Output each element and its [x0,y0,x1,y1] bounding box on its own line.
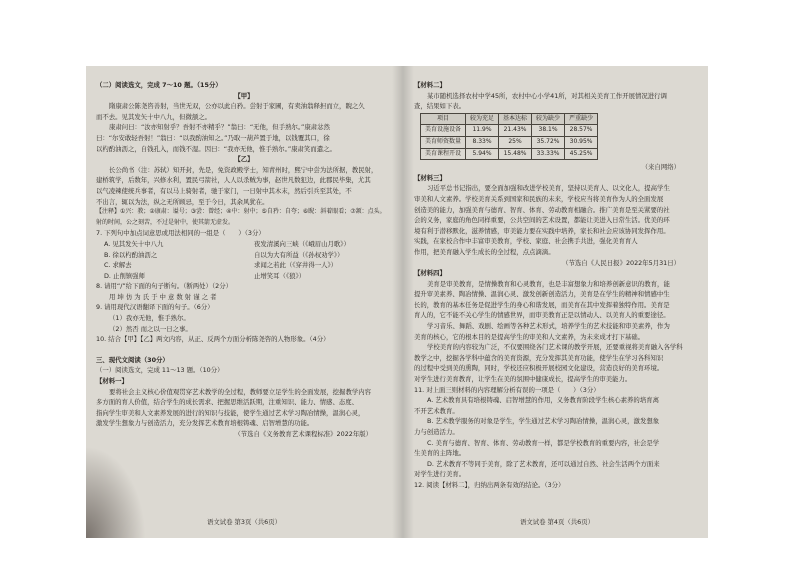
question-11: 11. 对上面三则材料的内容理解分析有误的一项是（ ）（3分） [414,385,600,394]
table-header: 项目 [421,113,466,125]
exam-sheet [86,66,708,538]
material-1-source: （节选自《义务教育艺术课程标准》2022年版） [234,430,372,438]
question-7: 7. 下列句中加点词意思或用法相同的一组是（ ）（3分） [96,229,265,238]
yi-line: 建桥筑学，后数年，兴修水利，置民弓箭社，人人以杀贼为事，赵世凡数犯边，此郡民毕集，尤其 [96,176,371,185]
material-3-line: 审美和人文素养。学校美育关系到国家和民族的未来，学校应当将美育作为人的全面发展 [414,194,664,203]
material-2-line: 某市随机选择农村中学45所，农村中心小学41所，对其相关美育工作开展情况进行调 [427,91,667,100]
table-cell: 25% [499,136,532,148]
q11-option: B. 艺术教学服务的对象是学生，学生通过艺术学习陶冶情操，温润心灵，激发想象 [427,417,660,426]
yi-label: 【乙】 [234,155,254,164]
table-header: 基本达标 [499,113,532,125]
table-cell: 35.72% [532,136,565,148]
sub-heading: （一）阅读选文，完成 11～13 题。（10分） [96,366,224,375]
q11-option: 对学生进行美育。 [414,470,466,479]
material-1-line: 指向学生审美和人文素养发展的进行的知识与技能，使学生通过艺术学习陶冶情操，温润心灵， [96,408,365,417]
material-1-label: 【材料一】 [96,377,128,386]
material-4-line: 的过程中受到美的熏陶，同时，学校还应积极开展校园文化建设，营造良好的美育环境。 [414,364,664,373]
material-3-label: 【材料三】 [414,173,446,182]
q9-item: （1）我亦无他，惟手熟尔。 [109,314,190,323]
table-cell: 15.48% [499,148,532,160]
q8-sentence: 用 坤 仿 为 氏 于 中 意 数 射 谨 之 者 [109,292,217,301]
q9-item: （2）然否 而之以一日之事。 [109,324,192,333]
section-heading: 三、现代文阅读（30分） [96,355,169,364]
table-cell: 美育师资数量 [421,136,466,148]
yi-line: 长公尚书（注：苏轼）知开封，先是，免资政殿学士，知青州时，熙宁中尝为法所据，教民射， [109,165,378,174]
q11-option: A. 艺术教育具有培根铸魂、启智增慧的作用，义务教育阶段学生核心素养的培育离 [427,396,659,405]
survey-table [420,113,598,160]
yi-line: 以气凌辣使统兵事者，有以马上骑射者，驰于家门，一日射中其木末，然后引兵至其处，不 [96,186,352,195]
question-8: 8. 请用“/”给下面的句子断句。（断两处）（2分） [96,282,232,291]
table-row [421,136,598,148]
page-footer: 语文试卷 第4页（共6页） [519,518,595,527]
material-4-line: 对学生进行美育教育，让学生在美的氛围中健康成长，提高学生的审美能力。 [414,375,632,384]
table-cell: 38.1% [532,125,565,137]
material-2-line: 查，结果如下表。 [414,102,466,111]
annotation-note: 【注释】①兴：教；②康肃：谥号；③尝：曾经；④中：射中；⑤自矜：自夸；⑥睨：斜着眼看；⑦颔：点头。 [96,208,386,216]
table-cell: 21.43% [499,125,532,137]
material-3-line: 创造美的能力，加强美育与德育、智育、体育、劳动教育相融合。推广美育是至关紧要的社 [414,205,670,214]
table-row [421,148,598,160]
q7-option: B. 徐以杓酌油沥之 自以为大有所益（《孙权劝学》） [104,250,344,259]
section-heading: （二）阅读选文，完成 7～10 题。（15分） [96,81,222,89]
jia-line: 隋康肃公陈尧咨善射，当世无双，公亦以此自矜。尝射于家圃，有卖油翁释担而立，睨之久 [109,102,365,111]
jia-label: 【甲】 [234,91,254,100]
table-header: 较为充足 [466,113,499,125]
material-3-line: 作用，把美育融入学生成长的全过程，点点滴滴。 [414,247,555,256]
jia-line: 而不去。见其发矢十中八九，但微颔之。 [96,112,212,121]
material-3-line: 习近平总书记指出，要全面加强和改进学校美育，坚持以美育人、以文化人，提高学生 [427,184,670,193]
table-cell: 5.94% [466,148,499,160]
table-cell: 33.33% [532,148,565,160]
table-source: （来自网络） [641,163,680,172]
right-page [414,66,700,538]
material-4-line: 美育是审美教育，是情操教育和心灵教育，也是丰富想象力和培养创新意识的教育，能 [427,279,670,288]
q7-option: D. 止削镇强师 止增笑耳（《狼》） [104,271,306,280]
material-1-line: 要将社会主义核心价值观贯穿艺术教学的全过程，教师要立足学生的全面发展，挖掘教学内容 [109,387,372,396]
jia-line: 以杓酌油沥之，自钱孔入，而钱不湿。因曰：“我亦无他，惟手熟尔。”康肃笑而遣之。 [96,144,336,153]
question-9: 9. 请用现代汉语翻译下面的句子。（6分） [96,303,214,312]
material-4-line: 教学之中，挖掘各学科中蕴含的美育资源，充分发挥其美育功能，使学生在学习各科知识 [414,353,664,362]
page-footer: 语文试卷 第3页（共6页） [206,518,282,527]
table-header: 严重缺少 [565,113,598,125]
table-row [421,125,598,137]
material-4-line: 学校美育的内容较为广泛，不仅要围绕各门艺术课的教学开展，还要重视将美育融入各学科 [427,343,683,352]
table-cell: 45.25% [565,148,598,160]
q7-option: C. 求解去 求闻之若此（《穿井得一人》） [104,261,338,270]
table-cell: 8.33% [466,136,499,148]
material-4-line: 育人的，它不能不关心学生的情感世界，而审美教育正是以情动人、以美育人的重要途径。 [414,311,670,320]
jia-line: 曰：“尔安敢轻吾射！”翁曰：“以我酌油知之。”乃取一葫芦置于地，以钱覆其口，徐 [96,133,330,142]
material-3-line: 境有利于潜移默化，滋养情感，审美能力要在实践中培养，家长和社会应该协同发挥作用。 [414,226,670,235]
table-header-row [421,113,598,125]
table-cell: 美育设施设备 [421,125,466,137]
table-cell: 28.57% [565,125,598,137]
material-3-source: （节选自《人民日报》2022年5月31日） [562,258,680,267]
material-4-line: 美育的核心，它的根本目的是提高学生的审美和人文素养，为未来成才打下基础。 [414,332,645,341]
table-header: 较为缺少 [532,113,565,125]
material-2-label: 【材料二】 [414,81,446,89]
material-3-line: 会的义务，家庭的角色同样重要，公共空间的艺术设置，都能让美进入日常生活。优美的环 [414,216,670,225]
q11-option: 不开艺术教育。 [414,406,459,415]
jia-line: 康肃问曰：“汝亦知射乎？吾射不亦精乎？”翁曰：“无他，但手熟尔。”康肃忿然 [109,123,330,132]
q11-option: 生美育的主阵地。 [414,449,466,458]
q7-option: A. 见其发矢十中八九 夜发清溪向三峡（《峨眉山月歌》） [104,239,350,248]
left-page [96,66,392,538]
material-3-line: 实践，在家校合作中丰富审美教育，学校、家庭、社会携手共进，强化美育育人 [414,237,638,246]
material-4-line: 长的，教育的基本任务是促进学生的身心和谐发展，而美育在其中发挥着独特作用。美育是 [414,300,670,309]
q11-option: D. 艺术教育不等同于美育，除了艺术教育，还可以通过自然、社会生活两个方面来 [427,459,660,468]
table-cell: 30.95% [565,136,598,148]
table-cell: 美育课程开设 [421,148,466,160]
material-4-line: 提升审美素养、陶冶情操、温润心灵、激发创新创造活力，美育是在学生的精神和情感中生 [414,290,670,299]
material-4-label: 【材料四】 [414,269,446,278]
material-1-line: 激发学生想象力与创造活力，充分发挥艺术教育培根铸魂、启智增慧的功能。 [96,419,314,428]
yi-line: 不出言，辄以为法，纵之无所顾忌，至于今日，其余风犹在。 [96,197,269,206]
q11-option: 力与创造活力。 [414,428,459,436]
q11-option: C. 美育与德育、智育、体育、劳动教育一样，都是学校教育的重要内容，社会是学 [427,438,660,447]
question-12: 12. 阅读【材料二】，归纳出两条有效的结论。（3分） [414,480,565,489]
material-1-line: 多方面的育人价值，结合学生的成长需求、把握思维活跃期，注重知识、能力、情感、态度、 [96,398,359,407]
annotation-note: 射的时间，公之刻苦，不过是射中，使其箭无虚发。 [96,218,235,226]
page-fold-shadow [392,66,414,538]
question-10: 10. 结合【甲】【乙】两文内容，从正、反两个方面分析陈尧咨的人物形象。（4分） [96,335,330,344]
table-cell: 11.9% [466,125,499,137]
material-4-line: 学习音乐、舞蹈、戏剧、绘画等各种艺术形式，培养学生的艺术技能和审美素养，作为 [427,322,670,331]
